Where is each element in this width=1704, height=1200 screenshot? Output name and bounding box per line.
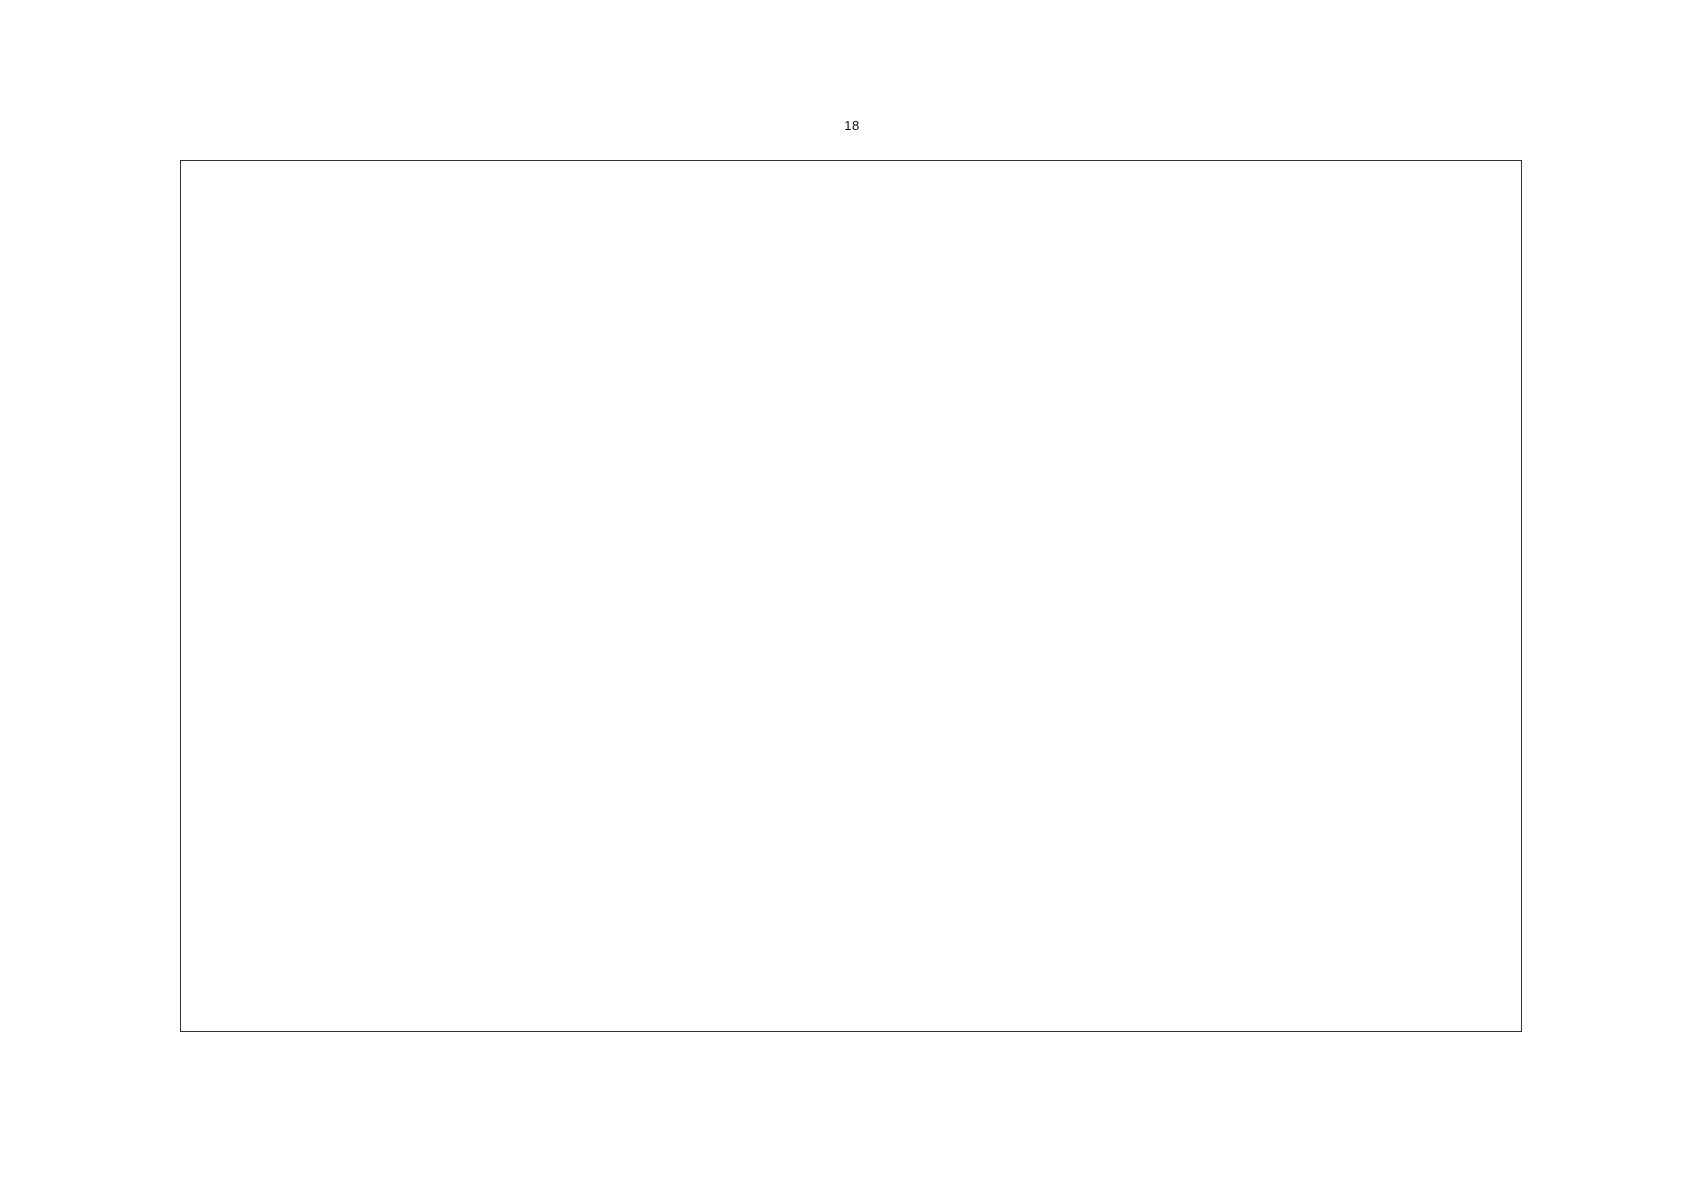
page-number: 18 [844, 118, 860, 133]
document-table [180, 160, 1522, 1032]
